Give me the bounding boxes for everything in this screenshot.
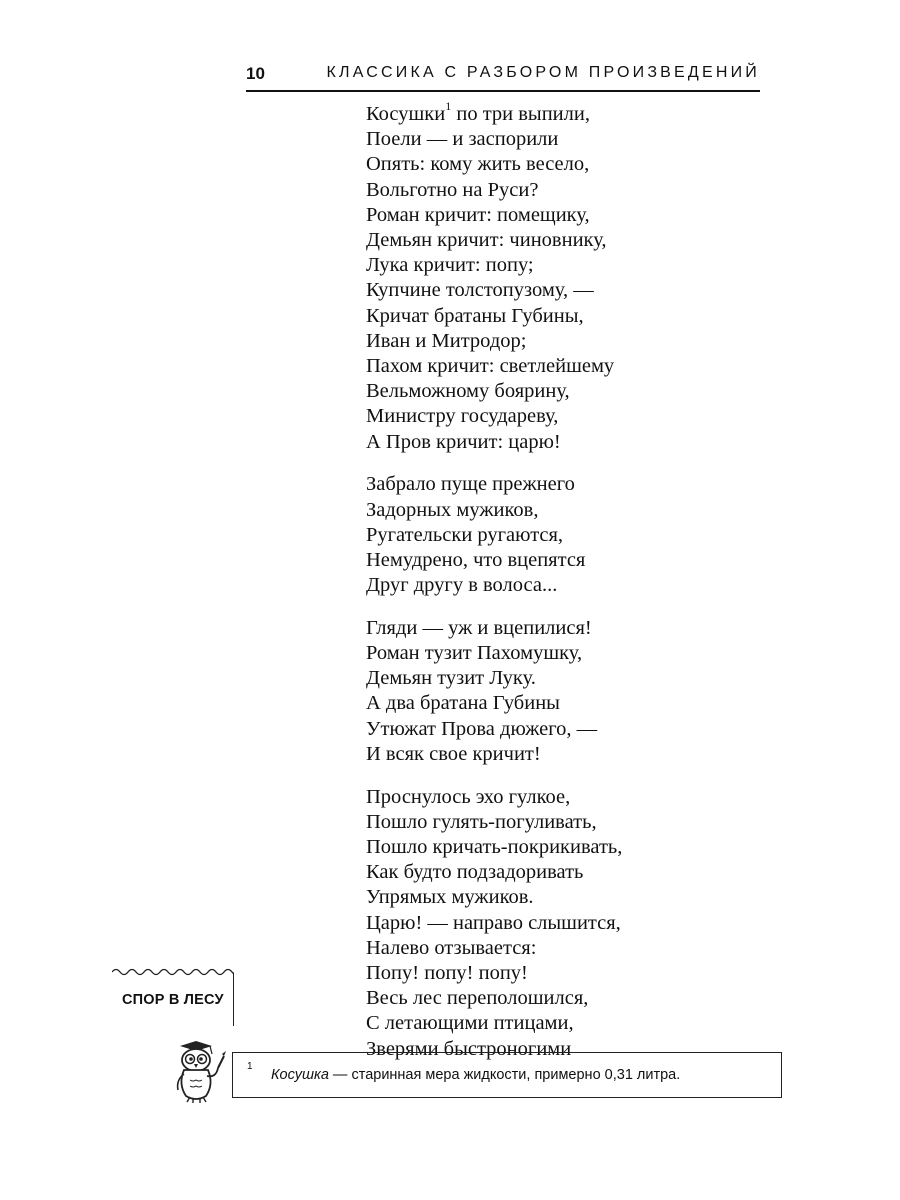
poem-line: Пошло гулять-погуливать, [366,810,597,833]
poem-line: Вольготно на Руси? [366,178,539,201]
poem-line: Налево отзывается: [366,936,537,959]
poem-line: Задорных мужиков, [366,498,539,521]
poem-line: Министру государеву, [366,405,559,428]
stanza-4 [366,785,622,1062]
poem-line: Пошло кричать-покрикивать, [366,835,623,858]
stanza-2 [366,472,622,598]
section-label-box [112,966,234,1026]
footnote-text [271,1067,680,1083]
wavy-border-icon [112,966,234,976]
first-line-rest: по три выпили, [451,103,590,125]
poem-line: Купчине толстопузому, — [366,279,594,302]
poem-line: Лука кричит: попу; [366,254,534,277]
poem-line: А два братана Губины [366,692,560,715]
poem-line: Поели — и заспорили [366,128,559,151]
poem-line: Утюжат Прова дюжего, — [366,717,598,740]
poem-line: Царю! — направо слышится, [366,911,621,934]
running-title: КЛАССИКА С РАЗБОРОМ ПРОИЗВЕДЕНИЙ [326,64,760,81]
poem-line: Друг другу в волоса... [366,574,558,597]
poem-line: Забрало пуще прежнего [366,473,575,496]
footnote-mark: 1 [445,99,452,114]
poem-line: С летающими птицами, [366,1012,574,1035]
poem-line: Демьян тузит Луку. [366,667,536,690]
poem-line: И всяк свое кричит! [366,742,541,765]
poem-line: Попу! попу! попу! [366,962,528,984]
footnote-number: 1 [247,1061,253,1072]
poem-line: Гляди — уж и вцепилися! [366,616,592,639]
stanza-3 [366,616,622,767]
section-label-border [233,973,234,1026]
owl-with-pen-icon [160,1038,230,1104]
poem-line: Проснулось эхо гулкое, [366,785,571,808]
stanza-1 [366,99,622,455]
poem-line: Опять: кому жить весело, [366,153,590,176]
poem-line: Роман кричит: помещику, [366,203,590,226]
footnote-box [232,1052,782,1098]
footnote-term: Косушка [271,1067,329,1083]
page-number: 10 [246,64,265,83]
poem-line: Иван и Митродор; [366,329,527,352]
poem-line: Вельможному боярину, [366,380,570,403]
poem-line: Весь лес переполошился, [366,987,589,1010]
poem-text [366,99,623,1079]
poem-line: Роман тузит Пахомушку, [366,642,583,665]
section-label: СПОР В ЛЕСУ [122,992,224,1008]
poem-line: Зверями быстроногими [366,1037,572,1060]
poem-line: Немудрено, что вцепятся [366,548,586,571]
poem-line-first [366,99,622,127]
poem-line: Демьян кричит: чиновнику, [366,229,607,252]
poem-line: Упрямых мужиков. [366,886,534,909]
footnote-definition: — старинная мера жидкости, примерно 0,31 литра. [328,1067,681,1083]
first-word: Косушки [366,103,446,125]
poem-line: Пахом кричит: светлейшему [366,355,615,378]
poem-line: А Пров кричит: царю! [366,430,561,453]
poem-line: Кричат братаны Губины, [366,304,584,327]
page-header [246,60,760,92]
poem-line: Как будто подзадоривать [366,861,584,884]
poem-line: Ругательски ругаются, [366,523,564,546]
